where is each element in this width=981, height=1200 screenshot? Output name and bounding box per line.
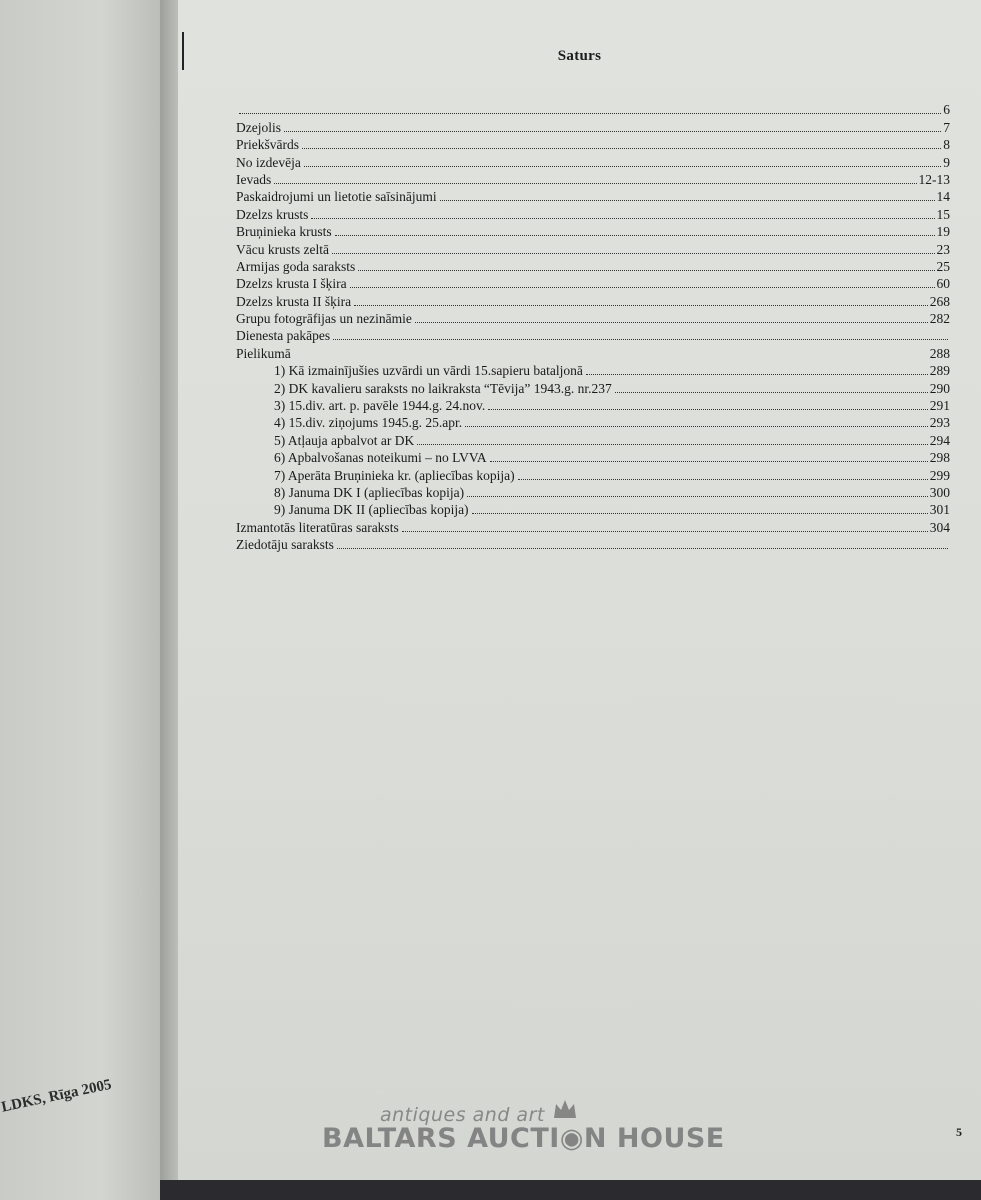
toc-entry-page: 290 [929,380,950,396]
toc-entry [236,413,950,430]
toc-entry-label: Grupu fotogrāfijas un nezināmie [236,311,412,327]
toc-leader-dots [284,131,941,132]
crown-icon [552,1098,578,1120]
toc-leader-dots [304,166,941,167]
toc-entry [236,309,950,326]
toc-entry-label: Pielikumā [236,345,291,361]
toc-entry [236,187,950,204]
toc-entry [236,396,950,413]
toc-entry [236,152,950,169]
auction-watermark [322,1104,725,1154]
toc-entry-label: 4) 15.div. ziņojums 1945.g. 25.apr. [274,415,463,431]
toc-entry-page: 60 [936,276,950,292]
toc-leader-dots [302,148,941,149]
toc-entry-page: 6 [943,102,950,118]
toc-entry [236,117,950,134]
toc-entry-page: 7 [943,119,950,135]
toc-leader-dots [465,426,928,427]
toc-entry-label: 8) Januma DK I (apliecības kopija) [274,484,465,500]
toc-entry [236,100,950,117]
toc-entry [236,361,950,378]
watermark-main-text: BALTARS AUCTI◉N HOUSE [322,1123,725,1154]
toc-entry-label: Armijas goda saraksts [236,258,356,274]
toc-entry-label: Bruņinieka krusts [236,224,332,240]
toc-entry-page: 12-13 [918,171,950,187]
toc-leader-dots [239,113,941,114]
toc-entry [236,239,950,256]
toc-entry-label: Izmantotās literatūras saraksts [236,519,399,535]
book-cover-edge [160,1180,981,1200]
toc-entry-page: 301 [929,502,950,518]
toc-leader-dots [358,270,934,271]
toc-entry [236,500,950,517]
toc-entry-label: 5) Atļauja apbalvot ar DK [274,432,415,448]
toc-leader-dots [350,287,935,288]
toc-entry-label: Ziedotāju saraksts [236,537,334,553]
toc-leader-dots [586,374,928,375]
toc-entry [236,274,950,291]
page-title: Saturs [557,48,602,64]
toc-leader-dots [402,531,928,532]
watermark-script-text: antiques and art [380,1104,545,1126]
toc-entry-page: 23 [936,241,950,257]
toc-entry-label: Dzelzs krusts [236,206,309,222]
toc-entry-page: 14 [936,189,950,205]
toc-entry-label: Dzejolis [236,119,281,135]
toc-entry [236,483,950,500]
toc-leader-dots [518,479,928,480]
toc-entry-label: 3) 15.div. art. p. pavēle 1944.g. 24.nov. [274,398,486,414]
toc-leader-dots [467,496,928,497]
right-page [178,0,981,1195]
page-edge-marker [182,32,184,70]
toc-entry-label: Dienesta pakāpes [236,328,331,344]
toc-entry-label: Dzelzs krusta I šķira [236,276,347,292]
toc-entry-page: 288 [929,345,950,361]
toc-entry-page: 15 [936,206,950,222]
toc-leader-dots [440,200,935,201]
toc-entry [236,135,950,152]
toc-leader-dots [311,218,934,219]
toc-entry-page: 291 [929,398,950,414]
toc-entry-label: 7) Aperāta Bruņinieka kr. (apliecības kopija) [274,467,515,483]
toc-entry [236,291,950,308]
toc-entry [236,378,950,395]
toc-entry [236,326,950,343]
toc-entry-page: 25 [936,258,950,274]
toc-entry-page: 294 [929,432,950,448]
toc-entry-label: Priekšvārds [236,137,299,153]
toc-entry-label: Ievads [236,171,272,187]
toc-entry-label: Dzelzs krusta II šķira [236,293,352,309]
toc-entry [236,448,950,465]
toc-leader-dots [274,183,916,184]
toc-entry-page: 304 [929,519,950,535]
toc-entry-page: 268 [929,293,950,309]
toc-leader-dots [488,409,928,410]
toc-entry [236,430,950,447]
toc-entry-page: 299 [929,467,950,483]
toc-entry-label: Paskaidrojumi un lietotie saīsinājumi [236,189,437,205]
toc-entry [236,257,950,274]
toc-entry [236,222,950,239]
toc-entry-page: 293 [929,415,950,431]
toc-entry-page: 282 [929,311,950,327]
toc-leader-dots [490,461,928,462]
toc-entry-label: Vācu krusts zeltā [236,241,329,257]
toc-entry-page: 8 [943,137,950,153]
toc-entry-page: 298 [929,450,950,466]
toc-leader-dots [415,322,928,323]
table-of-contents [236,100,950,552]
toc-entry [236,517,950,534]
toc-entry-page: 9 [943,154,950,170]
toc-entry [236,465,950,482]
toc-leader-dots [472,513,928,514]
toc-entry-page: 300 [929,484,950,500]
toc-entry-label: 2) DK kavalieru saraksts no laikraksta “Tēvija” 1943.g. nr.237 [274,380,612,396]
toc-entry-label: 1) Kā izmainījušies uzvārdi un vārdi 15.sapieru bataljonā [274,363,583,379]
toc-entry-label: 6) Apbalvošanas noteikumi – no LVVA [274,450,487,466]
left-page [0,0,168,1200]
toc-entry [236,170,950,187]
toc-entry-label: No izdevēja [236,154,301,170]
toc-leader-dots [332,253,935,254]
toc-entry [236,204,950,221]
toc-entry-label: 9) Januma DK II (apliecības kopija) [274,502,469,518]
toc-leader-dots [337,548,948,549]
toc-entry [236,535,950,552]
toc-leader-dots [615,392,928,393]
page-number: 5 [956,1125,962,1139]
toc-entry-page: 19 [936,224,950,240]
toc-entry-page: 289 [929,363,950,379]
toc-leader-dots [335,235,935,236]
toc-entry [236,343,950,360]
toc-leader-dots [333,339,948,340]
publisher-footer: LDKS, Rīga 2005 [0,1076,113,1116]
toc-leader-dots [354,305,928,306]
toc-leader-dots [417,444,928,445]
